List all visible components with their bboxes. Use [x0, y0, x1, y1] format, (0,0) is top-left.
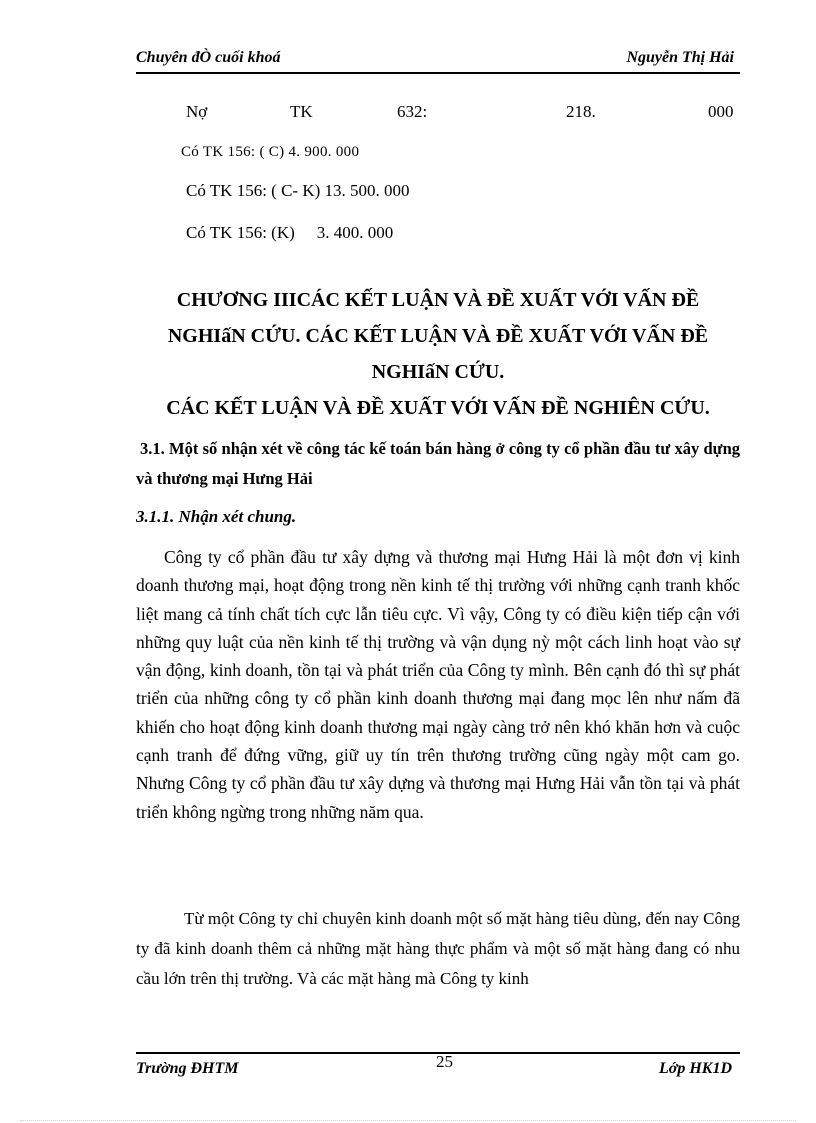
- page-number: 25: [436, 1052, 453, 1071]
- entry-amount: 3. 400. 000: [316, 223, 394, 242]
- entry-word: 218.: [566, 102, 596, 121]
- journal-entry-debit: [186, 102, 738, 124]
- journal-entry-credit-k: [186, 223, 393, 243]
- page-footer: [136, 1052, 740, 1084]
- chapter-title: CHƯƠNG IIICÁC KẾT LUẬN VÀ ĐỀ XUẤT VỚI VẤN ĐỀ NGHIấN CỨU. CÁC KẾT LUẬN VÀ ĐỀ XUẤT VỚI VẤN ĐỀ NGHIấN CỨU.: [167, 289, 709, 383]
- header-author: Nguyễn Thị Hải: [626, 49, 734, 66]
- journal-entry-credit-ck: Có TK 156: ( C- K) 13. 500. 000: [186, 181, 410, 200]
- body-paragraph: Công ty cổ phần đầu tư xây dựng và thương mại Hưng Hải là một đơn vị kinh doanh thương mại, hoạt động trong nền kinh tế thị trường với những cạnh tranh khốc liệt mang cả tính chất tích cực lẫn tiêu cực. Vì vậy, Công ty có điều kiện tiếp cận với những quy luật của nền kinh tế thị trường và vận dụng nỳ một cách linh hoạt vào sự vận động, kinh doanh, tồn tại và phát triển của Công ty mình. Bên cạnh đó thì sự phát triển của những công ty cổ phần kinh doanh thương mại đang mọc lên như nấm đã khiến cho hoạt động kinh doanh thương mại ngày càng trở nên khó khăn hơn và cuộc cạnh tranh để đứng vững, giữ uy tín trên thương trường cũng ngày một cam go. Nhưng Công ty cổ phần đầu tư xây dựng và thương mại Hưng Hải vẫn tồn tại và phát triển không ngừng trong những năm qua.: [136, 547, 740, 822]
- page-header: [136, 48, 740, 74]
- section-heading-3-1-1: 3.1.1. Nhận xét chung.: [136, 507, 297, 526]
- chapter-heading: [136, 282, 740, 426]
- journal-entry-credit-c: Có TK 156: ( C) 4. 900. 000: [181, 144, 360, 160]
- entry-label: Có TK 156: (K): [186, 223, 295, 242]
- chapter-subtitle: CÁC KẾT LUẬN VÀ ĐỀ XUẤT VỚI VẤN ĐỀ NGHIÊN CỨU.: [166, 397, 710, 419]
- entry-word: 000: [708, 102, 734, 121]
- header-title: Chuyên đÒ cuối khoá: [136, 49, 281, 66]
- page-edge-divider: [20, 1120, 796, 1121]
- footer-class: Lớp HK1D: [658, 1060, 732, 1077]
- body-paragraph: Từ một Công ty chỉ chuyên kinh doanh một số mặt hàng tiêu dùng, đến nay Công ty đã kinh doanh thêm cả những mặt hàng thực phẩm và một số mặt hàng đang có nhu cầu lớn trên thị trường. Và các mặt hàng mà Công ty kinh: [136, 909, 740, 988]
- footer-school: Trường ĐHTM: [136, 1060, 239, 1077]
- section-heading-3-1: 3.1. Một số nhận xét về công tác kế toán bán hàng ở công ty cổ phần đầu tư xây dựng và thương mại Hưng Hải: [136, 439, 740, 488]
- entry-word: TK: [290, 102, 313, 121]
- entry-word: Nợ: [186, 102, 208, 121]
- entry-word: 632:: [397, 102, 428, 121]
